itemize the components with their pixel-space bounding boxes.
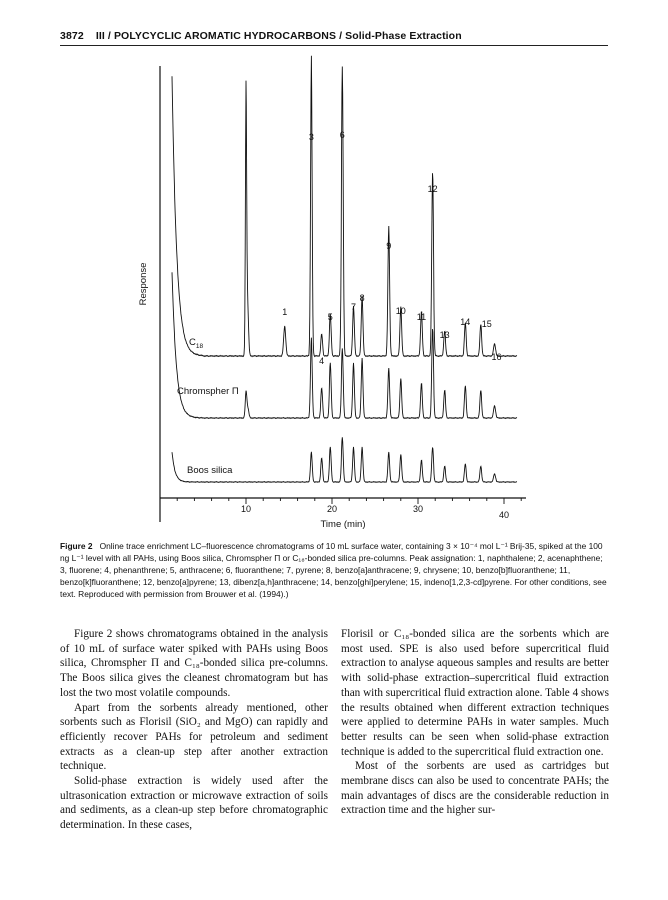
x-axis-label: Time (min): [320, 519, 366, 530]
peak-label: 10: [395, 306, 406, 316]
peak-label: 13: [439, 330, 450, 340]
y-axis-label: Response: [138, 262, 149, 306]
peak-label: 11: [416, 312, 427, 322]
running-header: [60, 30, 608, 42]
peak-label: 7: [350, 302, 357, 312]
paragraph: Figure 2 shows chromatograms obtained in the analysis of 10 mL of surface water spiked with PAHs using Boos silica, Chromspher Π and C₁₈-bonded silica pre-columns. The Boos silica gives the cleanest chromatogram but has lost the two most volatile compounds.: [60, 628, 328, 699]
figure-label: Figure 2: [60, 541, 93, 551]
chromatogram-figure: [60, 52, 608, 530]
peak-label: 12: [427, 184, 438, 194]
x-tick-label: 10: [240, 504, 252, 514]
peak-label: 1: [282, 307, 288, 317]
trace-c18: [172, 56, 517, 357]
page-number: 3872: [60, 30, 84, 42]
paragraph: Solid-phase extraction is widely used after the ultrasonication extraction or microwave extraction of soils and sediments, as a clean-up step before chromatographic determination. In these cases,: [60, 775, 328, 832]
paragraph: Florisil or C₁₈-bonded silica are the sorbents which are most used. SPE is also used before supercritical fluid extraction to analyse aqueous samples and results are better with solid-phase extraction–supercritical fluid extraction than with supercritical fluid extraction alone. Table 4 shows the results obtained when different extraction techniques were applied to determine PAHs in water samples. Much better results can be seen when solid-phase extraction technique is added to the supercritical fluid extraction one.: [341, 628, 609, 758]
peak-label: 14: [460, 317, 471, 327]
x-tick-label: 40: [498, 510, 510, 520]
peak-label: 8: [359, 293, 365, 303]
body-column-left: [60, 627, 328, 833]
caption-text: Online trace enrichment LC–fluorescence chromatograms of 10 mL surface water, containing 3 × 10⁻⁴ mol L⁻¹ Brij-35, spiked at the 100 ng L⁻¹ level with all PAHs, using Boos silica, Chromspher Π or C₁₈-bonded silica pre-columns. Peak assignation: 1, naphthalene; 2, acenaphthene; 3, fluorene; 4, phenanthrene; 5, anthracene; 6, fluoranthene; 7, pyrene; 8, benzo[a]anthracene; 9, chrysene; 10, benzo[b]fluoranthene; 11, benzo[k]fluoranthene; 12, benzo[a]pyrene; 13, dibenz[a,h]anthracene; 14, benzo[ghi]perylene; 15, indeno[1,2,3-cd]pyrene. For other conditions, see text. Reproduced with permission from Brouwer et al. (1994).): [60, 541, 607, 599]
peak-label: 3: [308, 132, 314, 142]
series-label-chromspher: Chromspher Π: [177, 386, 239, 397]
peak-label: 9: [386, 241, 392, 251]
paragraph: Apart from the sorbents already mentioned, other sorbents such as Florisil (SiO₂ and MgO) can rapidly and efficiently recover PAHs for petroleum and sediment extracts as a clean-up step after another extraction technique.: [60, 701, 328, 773]
body-column-right: [341, 627, 609, 818]
x-tick-label: 30: [412, 504, 424, 514]
header-rule: [60, 45, 608, 46]
peak-label: 16: [491, 352, 502, 362]
x-tick-label: 20: [326, 504, 338, 514]
series-label-c18: $C_{18}$: [189, 337, 204, 350]
series-label-boos: Boos silica: [187, 465, 233, 476]
peak-label: 15: [481, 319, 492, 329]
paragraph: Most of the sorbents are used as cartridges but membrane discs can also be used to concentrate PAHs; the main advantages of discs are the considerable reduction in extraction time and the higher sur-: [341, 760, 609, 817]
peak-label: 4: [319, 356, 325, 366]
peak-label: 6: [339, 130, 345, 140]
figure-caption: [60, 540, 608, 600]
running-title: III / POLYCYCLIC AROMATIC HYDROCARBONS / Solid-Phase Extraction: [95, 30, 462, 42]
peak-label: 5: [327, 312, 333, 322]
